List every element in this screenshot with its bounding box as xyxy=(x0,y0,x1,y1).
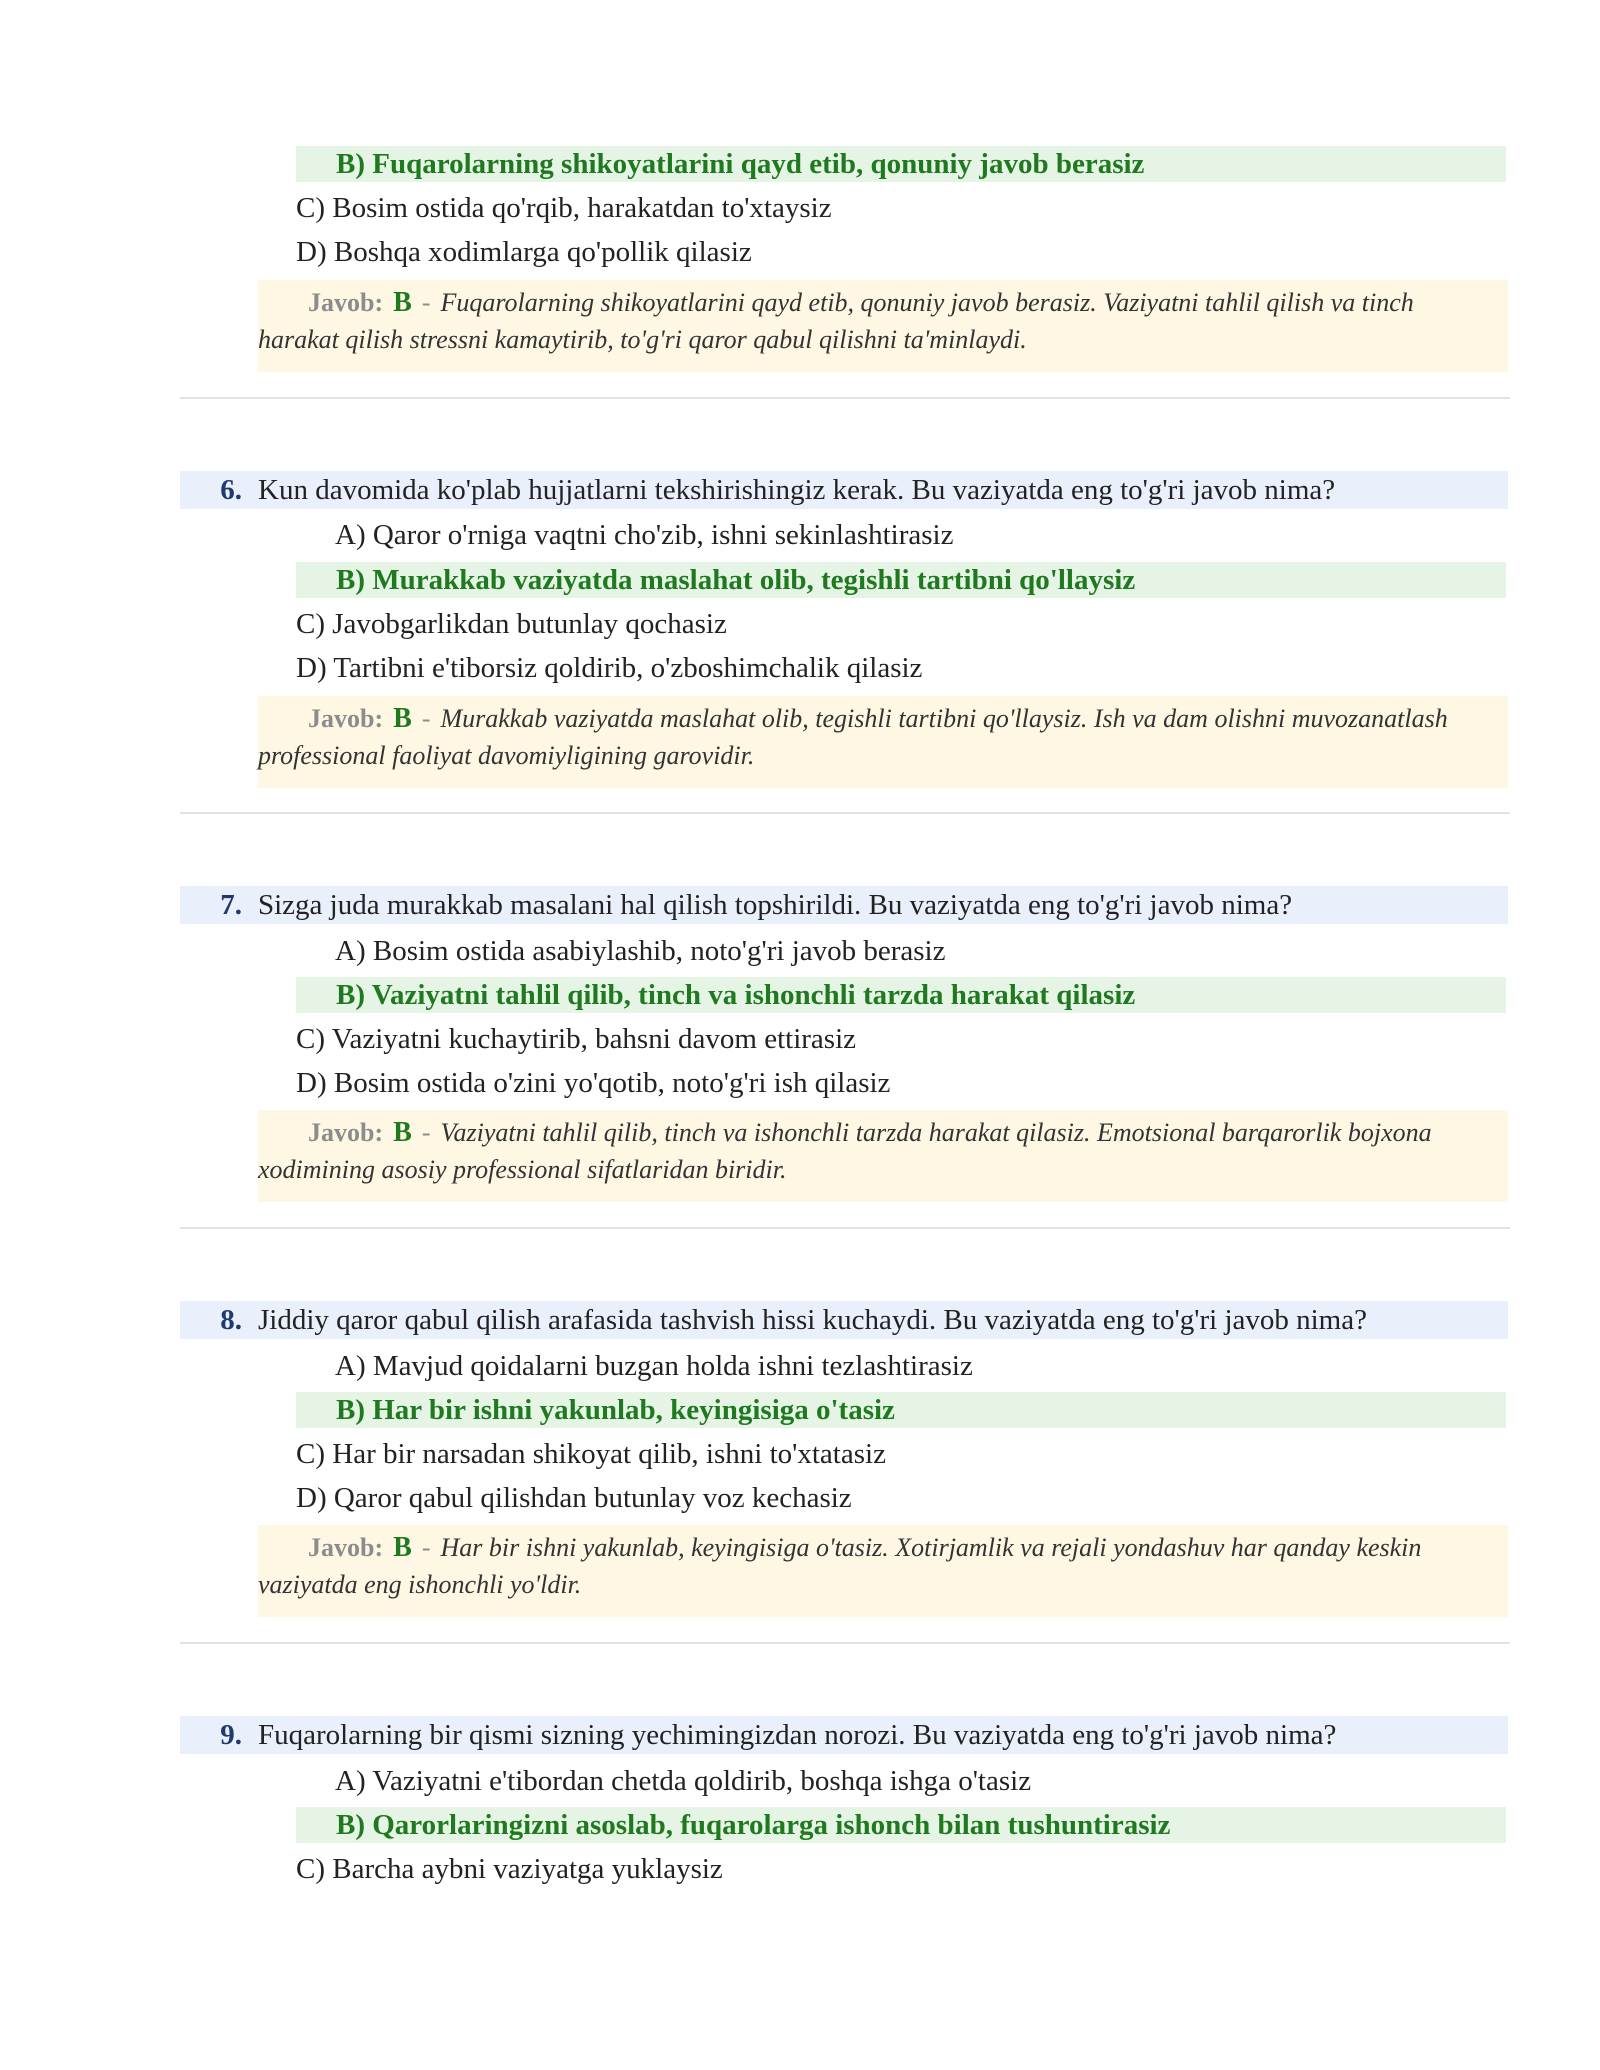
q6-option-a: A) Qaror o'rniga vaqtni cho'zib, ishni sekinlashtirasiz xyxy=(335,519,954,551)
q8-option-d: D) Qaror qabul qilishdan butunlay voz kechasiz xyxy=(296,1482,852,1514)
question-separator xyxy=(180,397,1510,399)
answer-label: Javob: xyxy=(308,1118,384,1147)
answer-key: B xyxy=(393,1532,412,1563)
q9-option-b-correct: B) Qarorlaringizni asoslab, fuqarolarga ishonch bilan tushuntirasiz xyxy=(296,1807,1506,1843)
answer-dash: - xyxy=(421,288,431,317)
q7-question-text: Sizga juda murakkab masalani hal qilish topshirildi. Bu vaziyatda eng to'g'ri javob nima? xyxy=(258,889,1293,921)
q6-number: 6. xyxy=(220,474,242,506)
answer-explanation: Vaziyatni tahlil qilib, tinch va ishonchli tarzda harakat qilasiz. Emotsional barqarorlik bojxona xodimining asosiy professional sifatlaridan biridir. xyxy=(258,1118,1432,1184)
q7-option-d: D) Bosim ostida o'zini yo'qotib, noto'g'ri ish qilasiz xyxy=(296,1067,891,1099)
q8-option-a: A) Mavjud qoidalarni buzgan holda ishni tezlashtirasiz xyxy=(335,1350,973,1382)
q9-number: 9. xyxy=(220,1719,242,1751)
q6-option-c: C) Javobgarlikdan butunlay qochasiz xyxy=(296,608,727,640)
q5-option-b-correct: B) Fuqarolarning shikoyatlarini qayd etib, qonuniy javob berasiz xyxy=(296,146,1506,182)
answer-explanation: Har bir ishni yakunlab, keyingisiga o'tasiz. Xotirjamlik va rejali yondashuv har qanday keskin vaziyatda eng ishonchli yo'ldir. xyxy=(258,1533,1422,1599)
q5-option-c: C) Bosim ostida qo'rqib, harakatdan to'xtaysiz xyxy=(296,192,832,224)
answer-label: Javob: xyxy=(308,288,384,317)
answer-key: B xyxy=(393,703,412,734)
answer-label: Javob: xyxy=(308,1533,384,1562)
q6-option-b-correct: B) Murakkab vaziyatda maslahat olib, tegishli tartibni qo'llaysiz xyxy=(296,562,1506,598)
answer-key: B xyxy=(393,287,412,318)
q8-answer-box xyxy=(258,1525,1508,1617)
answer-explanation: Fuqarolarning shikoyatlarini qayd etib, qonuniy javob berasiz. Vaziyatni tahlil qilish va tinch harakat qilish stressni kamaytirib, to'g'ri qaror qabul qilishni ta'minlaydi. xyxy=(258,288,1414,354)
answer-explanation: Murakkab vaziyatda maslahat olib, tegishli tartibni qo'llaysiz. Ish va dam olishni muvozanatlash professional faoliyat davomiyligining garovidir. xyxy=(258,704,1448,770)
answer-dash: - xyxy=(421,704,431,733)
answer-label: Javob: xyxy=(308,704,384,733)
q7-question-row xyxy=(180,886,1508,924)
q6-question-row xyxy=(180,471,1508,509)
q9-question-row xyxy=(180,1716,1508,1754)
q8-option-b-correct: B) Har bir ishni yakunlab, keyingisiga o'tasiz xyxy=(296,1392,1506,1428)
q8-number: 8. xyxy=(220,1304,242,1336)
answer-dash: - xyxy=(421,1118,431,1147)
question-separator xyxy=(180,1227,1510,1229)
q6-answer-box xyxy=(258,696,1508,788)
answer-key: B xyxy=(393,1117,412,1148)
q6-option-d: D) Tartibni e'tiborsiz qoldirib, o'zboshimchalik qilasiz xyxy=(296,652,923,684)
q7-option-c: C) Vaziyatni kuchaytirib, bahsni davom ettirasiz xyxy=(296,1023,856,1055)
q9-option-c: C) Barcha aybni vaziyatga yuklaysiz xyxy=(296,1853,723,1885)
q7-answer-box xyxy=(258,1110,1508,1202)
q7-option-b-correct: B) Vaziyatni tahlil qilib, tinch va ishonchli tarzda harakat qilasiz xyxy=(296,977,1506,1013)
q7-number: 7. xyxy=(220,889,242,921)
q9-option-a: A) Vaziyatni e'tibordan chetda qoldirib, boshqa ishga o'tasiz xyxy=(335,1765,1032,1797)
q8-question-text: Jiddiy qaror qabul qilish arafasida tashvish hissi kuchaydi. Bu vaziyatda eng to'g'ri javob nima? xyxy=(258,1304,1367,1336)
q8-question-row xyxy=(180,1301,1508,1339)
question-separator xyxy=(180,1642,1510,1644)
q8-option-c: C) Har bir narsadan shikoyat qilib, ishni to'xtatasiz xyxy=(296,1438,886,1470)
q7-option-a: A) Bosim ostida asabiylashib, noto'g'ri javob berasiz xyxy=(335,935,946,967)
q5-answer-box xyxy=(258,280,1508,372)
q5-option-d: D) Boshqa xodimlarga qo'pollik qilasiz xyxy=(296,236,752,268)
q6-question-text: Kun davomida ko'plab hujjatlarni tekshirishingiz kerak. Bu vaziyatda eng to'g'ri javob nima? xyxy=(258,474,1336,506)
question-separator xyxy=(180,812,1510,814)
answer-dash: - xyxy=(421,1533,431,1562)
q9-question-text: Fuqarolarning bir qismi sizning yechimingizdan norozi. Bu vaziyatda eng to'g'ri javob nima? xyxy=(258,1719,1337,1751)
